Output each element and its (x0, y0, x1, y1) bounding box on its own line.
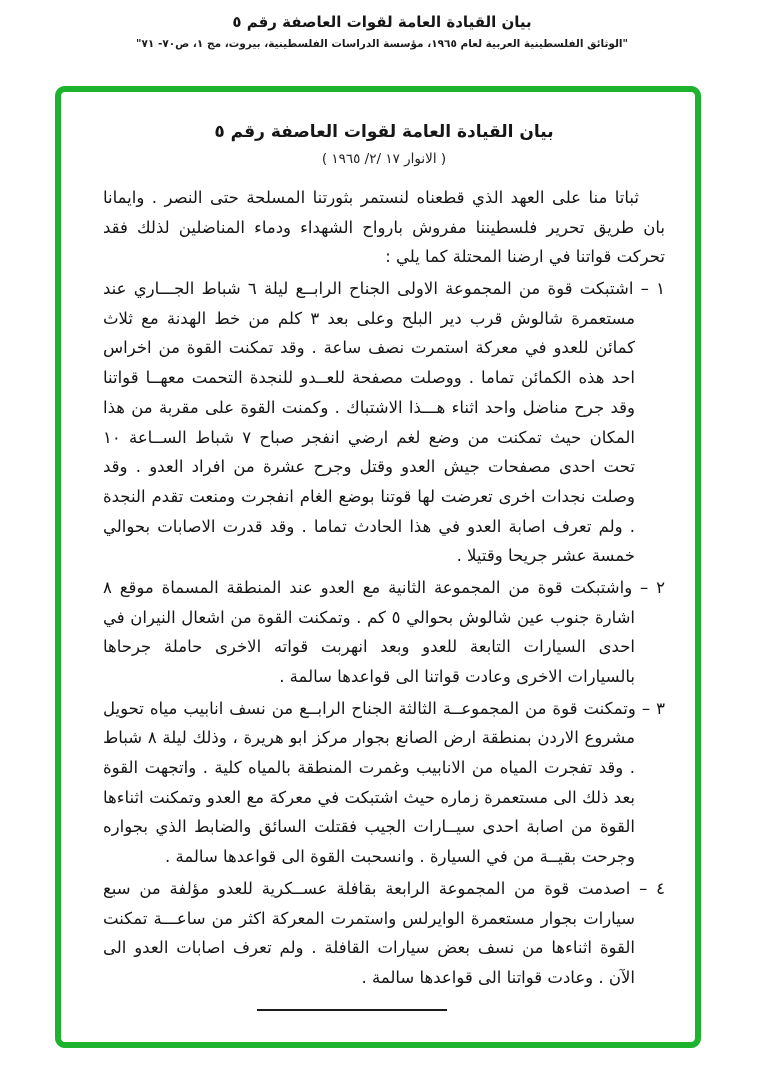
item-3-text: وتمكنت قوة من المجموعــة الثالثة الجناح الرابــع من نسف انابيب مياه تحويل مشروع الاردن بمنطقة ارض الصانع بجوار مركز ابو هريرة ، وذلك ليلة ٨ شباط . وقد تفجرت المياه من الانابيب وغمرت المنطقة بالمياه كلية . واتجهت القوة بعد ذلك الى مستعمرة زماره حيث اشتبكت في معركة مع العدو وتمكنت اثناءها القوة من اصابة احدى سيــارات الجيب فقتلت السائق والضابط الذي بجواره وجرحت بقيــة من في السيارة . وانسحبت القوة الى قواعدها سالمة . (103, 698, 636, 867)
item-4-text: اصدمت قوة من المجموعة الرابعة بقافلة عســكرية للعدو مؤلفة من سبع سيارات بجوار مستعمرة الوايرلس واستمرت المعركة اكثر من ساعـــة تمكنت القوة اثناءها من نسف بعض سيارات القافلة . ولم تعرف اصابات العدو الى الآن . وعادت قواتنا الى قواعدها سالمة . (103, 878, 635, 987)
citation-line: "الوثائق الفلسطينية العربية لعام ١٩٦٥، مؤسسة الدراسات الفلسطينية، بيروت، مج ١، ص٧٠- ٧١" (135, 38, 628, 50)
document-title: بيان القيادة العامة لقوات العاصفة رقم ٥ (214, 122, 554, 142)
item-2-number: ٢ – (640, 577, 666, 597)
item-3-number: ٣ – (641, 698, 665, 718)
list-item-2 (103, 573, 665, 692)
document-frame (55, 86, 701, 1048)
list-item-1 (103, 274, 665, 571)
page-header (0, 0, 764, 50)
document-date: ( الانوار ١٧ /٢/ ١٩٦٥ ) (321, 151, 447, 167)
intro-paragraph: ثباتا منا على العهد الذي قطعناه لنستمر بثورتنا المسلحة حتى النصر . وايمانا بان طريق تحرير فلسطيننا مفروش بارواح الشهداء ودماء المناضلين لذلك فقد تحركت قواتنا في ارضنا المحتلة كما يلي : (103, 188, 665, 267)
item-4-number: ٤ – (639, 878, 665, 898)
list-item-4 (103, 874, 665, 993)
item-1-text: اشتبكت قوة من المجموعة الاولى الجناح الرابــع ليلة ٦ شباط الجـــاري عند مستعمرة شالوش قرب دير البلح وعلى بعد ٣ كلم من خط الهدنة مع ثلاث كمائن للعدو في معركة استمرت نصف ساعة . وقد تمكنت القوة من اخراس احد هذه الكمائن تماما . ووصلت مصفحة للعــدو للنجدة التحمت معهــا قواتنا وقد جرح مناضل واحد اثناء هـــذا الاشتباك . وكمنت القوة على مقربة من هذا المكان حيث تمكنت من وضع لغم ارضي انفجر صباح ٧ شباط الســاعة ١٠ تحت احدى مصفحات جيش العدو وقتل وجرح عشرة من افراد العدو . وقد وصلت نجدات اخرى تعرضت لها قوتنا بوضع الغام انفجرت ومنعت تقدم النجدة . ولم تعرف اصابة العدو في هذا الحادث تماما . وقد قدرت الاصابات بحوالي خمسة عشر جريحا وقتيلا . (103, 279, 636, 566)
item-1-number: ١ – (640, 279, 665, 299)
page-title: بيان القيادة العامة لقوات العاصفة رقم ٥ (232, 13, 532, 31)
item-2-text: واشتبكت قوة من المجموعة الثانية مع العدو عند المنطقة المسماة موقع ٨ اشارة جنوب عين شالوش بحوالي ٥ كم . وتمكنت القوة من اشعال النيران في احدى السيارات التابعة للعدو وبعد انهربت قواته الاخرى حاملة جرحاها بالسيارات الاخرى وعادت قواتنا الى قواعدها سالمة . (103, 577, 636, 686)
document-body (61, 92, 695, 1011)
end-divider-rule (257, 1009, 447, 1011)
list-item-3 (103, 694, 665, 872)
